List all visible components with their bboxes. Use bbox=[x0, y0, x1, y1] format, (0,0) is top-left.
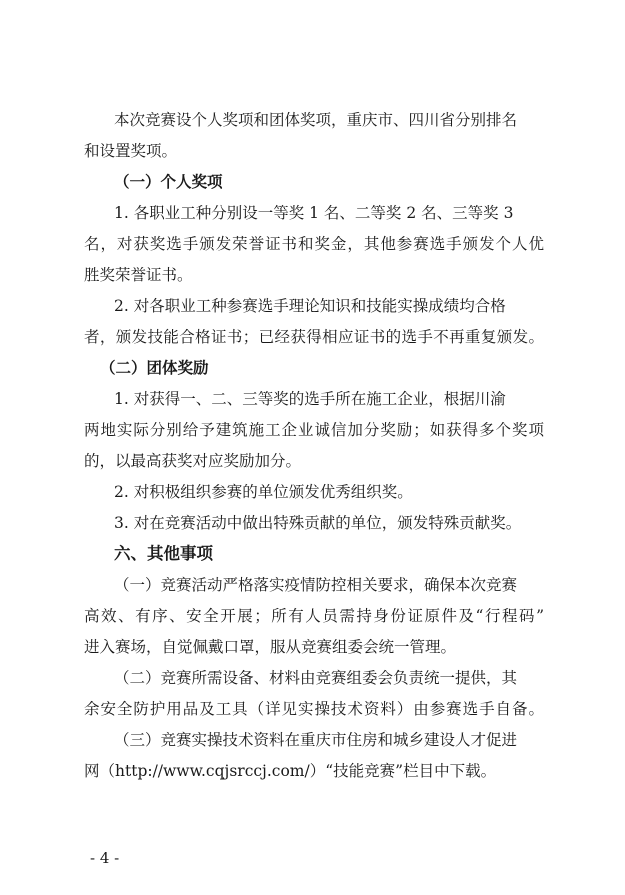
chapter-heading: 六、其他事项 bbox=[114, 544, 213, 563]
paragraph-line: （三）竞赛实操技术资料在重庆市住房和城乡建设人才促进 bbox=[114, 731, 518, 749]
paragraph-line: 3. 对在竞赛活动中做出特殊贡献的单位，颁发特殊贡献奖。 bbox=[114, 514, 522, 532]
paragraph-line: 余安全防护用品及工具（详见实操技术资料）由参赛选手自备。 bbox=[84, 700, 544, 718]
paragraph-line: 2. 对积极组织参赛的单位颁发优秀组织奖。 bbox=[114, 483, 413, 501]
paragraph-line: 的，以最高获奖对应奖励加分。 bbox=[84, 452, 302, 470]
page-number: - 4 - bbox=[90, 849, 120, 867]
paragraph-line: 本次竞赛设个人奖项和团体奖项，重庆市、四川省分别排名 bbox=[114, 111, 518, 129]
paragraph-line: 2. 对各职业工种参赛选手理论知识和技能实操成绩均合格 bbox=[114, 297, 506, 315]
section-heading: （二）团体奖励 bbox=[100, 358, 209, 377]
paragraph-line: 者，颁发技能合格证书；已经获得相应证书的选手不再重复颁发。 bbox=[84, 328, 544, 346]
paragraph-line: 胜奖荣誉证书。 bbox=[84, 266, 193, 284]
section-heading: （一）个人奖项 bbox=[114, 172, 223, 191]
paragraph-line: 1. 对获得一、二、三等奖的选手所在施工企业，根据川渝 bbox=[114, 390, 506, 408]
paragraph-line: 1. 各职业工种分别设一等奖 1 名、二等奖 2 名、三等奖 3 bbox=[114, 204, 514, 222]
paragraph-line: 两地实际分别给予建筑施工企业诚信加分奖励；如获得多个奖项 bbox=[84, 421, 544, 439]
paragraph-line: 和设置奖项。 bbox=[84, 142, 178, 160]
paragraph-line: 网（http://www.cqjsrccj.com/）“技能竞赛”栏目中下载。 bbox=[84, 762, 497, 780]
paragraph-line: （一）竞赛活动严格落实疫情防控相关要求，确保本次竞赛 bbox=[114, 576, 518, 594]
paragraph-line: 进入赛场，自觉佩戴口罩，服从竞赛组委会统一管理。 bbox=[84, 638, 457, 656]
paragraph-line: 名，对获奖选手颁发荣誉证书和奖金，其他参赛选手颁发个人优 bbox=[84, 235, 544, 253]
paragraph-line: （二）竞赛所需设备、材料由竞赛组委会负责统一提供，其 bbox=[114, 669, 518, 687]
paragraph-line: 高效、有序、安全开展；所有人员需持身份证原件及“行程码” bbox=[84, 607, 544, 625]
